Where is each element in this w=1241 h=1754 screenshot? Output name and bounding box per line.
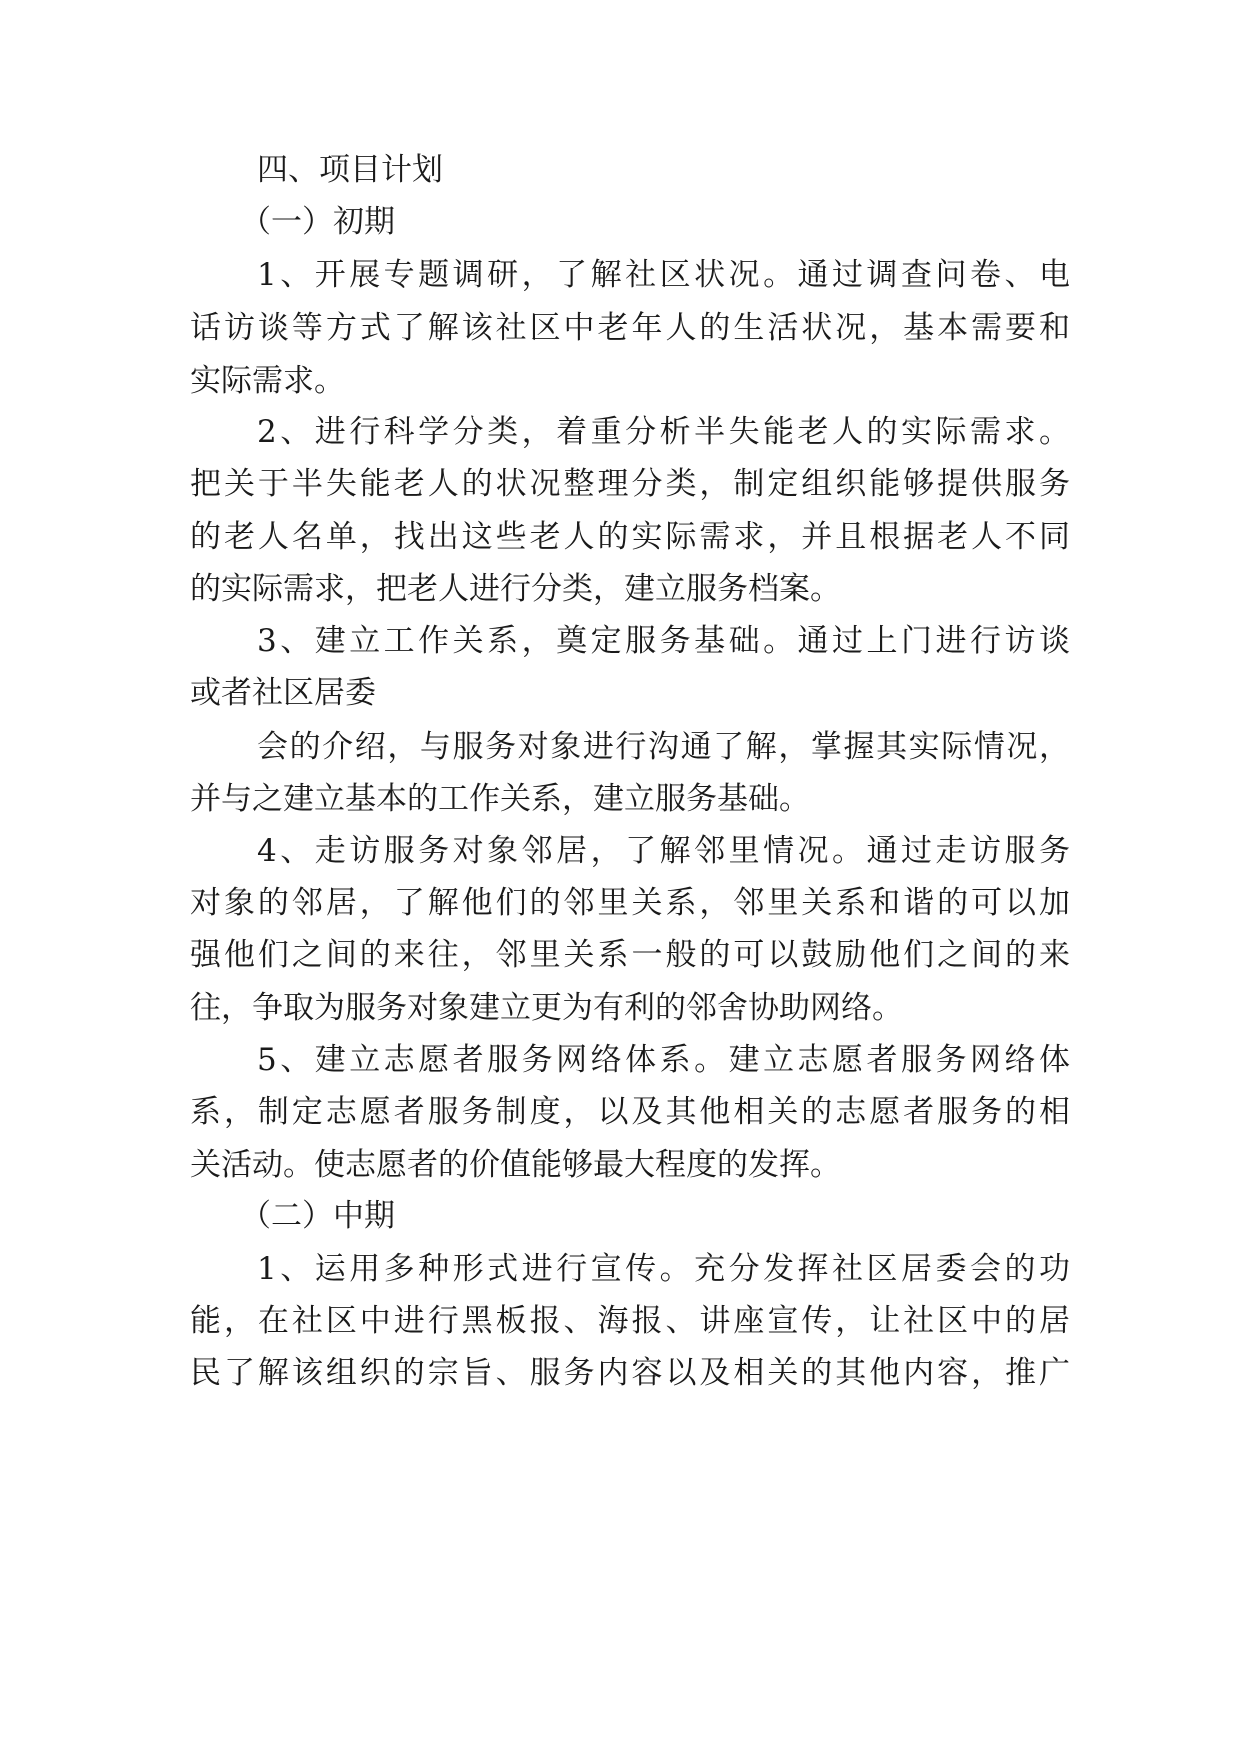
section-heading: 四、项目计划	[257, 152, 443, 188]
paragraph-line: 4、走访服务对象邻居，了解邻里情况。通过走访服务	[257, 833, 1070, 869]
paragraph-line: 关活动。使志愿者的价值能够最大程度的发挥。	[190, 1147, 841, 1183]
paragraph-line: 民了解该组织的宗旨、服务内容以及相关的其他内容，推广	[190, 1355, 1070, 1391]
paragraph-line: 会的介绍，与服务对象进行沟通了解，掌握其实际情况，	[257, 729, 1070, 765]
paragraph-line: 强他们之间的来往，邻里关系一般的可以鼓励他们之间的来	[190, 937, 1070, 973]
paragraph-line: 的老人名单，找出这些老人的实际需求，并且根据老人不同	[190, 519, 1070, 555]
paragraph-line: 系，制定志愿者服务制度，以及其他相关的志愿者服务的相	[190, 1094, 1070, 1130]
paragraph-line: 或者社区居委	[190, 675, 376, 711]
subsection-heading: （一）初期	[240, 204, 395, 240]
paragraph-line: 2、进行科学分类，着重分析半失能老人的实际需求。	[257, 414, 1070, 450]
paragraph-line: 5、建立志愿者服务网络体系。建立志愿者服务网络体	[257, 1042, 1070, 1078]
subsection-heading: （二）中期	[240, 1198, 395, 1234]
paragraph-line: 1、运用多种形式进行宣传。充分发挥社区居委会的功	[257, 1251, 1070, 1287]
paragraph-line: 往，争取为服务对象建立更为有利的邻舍协助网络。	[190, 990, 903, 1026]
paragraph-line: 把关于半失能老人的状况整理分类，制定组织能够提供服务	[190, 466, 1070, 502]
paragraph-line: 话访谈等方式了解该社区中老年人的生活状况，基本需要和	[190, 310, 1070, 346]
paragraph-line: 3、建立工作关系，奠定服务基础。通过上门进行访谈	[257, 623, 1070, 659]
paragraph-line: 对象的邻居，了解他们的邻里关系，邻里关系和谐的可以加	[190, 885, 1070, 921]
paragraph-line: 的实际需求，把老人进行分类，建立服务档案。	[190, 571, 841, 607]
paragraph-line: 并与之建立基本的工作关系，建立服务基础。	[190, 781, 810, 817]
paragraph-line: 1、开展专题调研，了解社区状况。通过调查问卷、电	[257, 257, 1070, 293]
paragraph-line: 能，在社区中进行黑板报、海报、讲座宣传，让社区中的居	[190, 1303, 1070, 1339]
paragraph-line: 实际需求。	[190, 363, 345, 399]
